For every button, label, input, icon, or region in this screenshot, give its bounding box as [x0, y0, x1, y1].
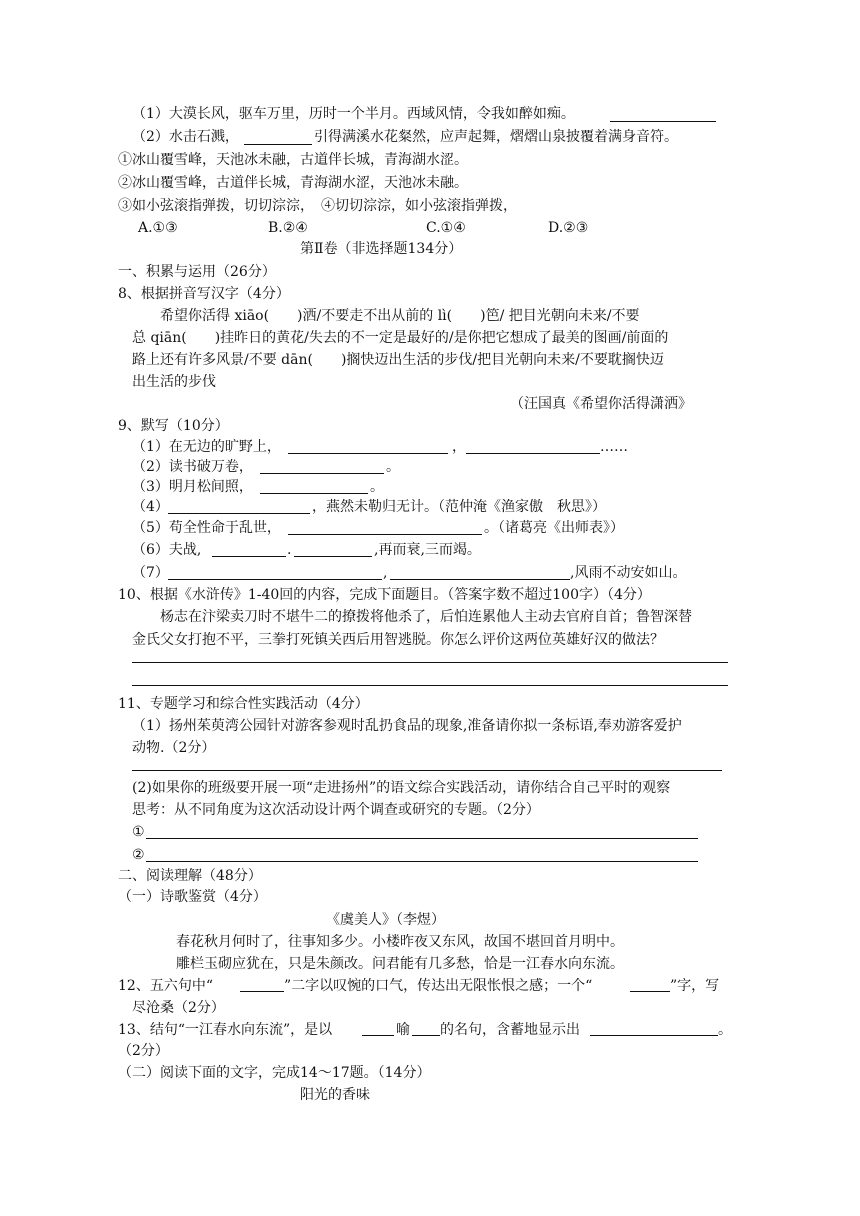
q9-item-2-end: 。 [386, 459, 400, 475]
q9-item-3-end: 。 [370, 479, 384, 495]
answer-blank[interactable] [260, 473, 384, 474]
q9-item-4: （4） [132, 499, 169, 515]
q13-score: （2分） [118, 1043, 169, 1059]
option-2: ②冰山覆雪峰，古道伴长城，青海湖水涩，天池冰未融。 [118, 175, 468, 191]
section-heading: 二、阅读理解（48分） [118, 868, 262, 884]
q9-item-2: （2）读书破万卷， [132, 459, 253, 475]
q9-item-4-end: ，燕然未勒归无计。（范仲淹《渔家傲 秋思》） [312, 499, 606, 515]
q9-item-6: （6）夫战, [132, 542, 202, 558]
answer-blank[interactable] [466, 453, 600, 454]
option-1: ①冰山覆雪峰，天池冰未融，古道伴长城，青海湖水涩。 [118, 152, 468, 168]
q9-item-5: （5）苟全性命于乱世， [132, 520, 281, 536]
reading-title: 阳光的香味 [300, 1087, 370, 1103]
answer-blank[interactable] [146, 861, 698, 862]
option-3-4: ③如小弦滚指弹拨，切切淙淙， ④切切淙淙，如小弦滚指弹拨， [118, 198, 517, 214]
subsection-heading: （二）阅读下面的文字，完成14～17题。（14分） [118, 1065, 431, 1081]
volume-title: 第Ⅱ卷（非选择题134分） [300, 241, 463, 257]
q9-item-7: （7） [132, 565, 169, 581]
poem-line: 春花秋月何时了，往事知多少。小楼昨夜又东风，故国不堪回首月明中。 [176, 934, 624, 950]
q7-line-2: （2）水击石溅， [132, 129, 239, 145]
topic-2-label: ② [132, 847, 145, 863]
q11-part-2-cont: 思考：从不同角度为这次活动设计两个调查或研究的专题。（2分） [132, 802, 540, 818]
q12-text-line-2: 尽沧桑（2分） [132, 1000, 225, 1016]
choice-c[interactable]: C.①④ [426, 220, 466, 236]
answer-blank[interactable] [168, 579, 382, 580]
q8-text: 总 qiān( )挂昨日的黄花/失去的不一定是最好的/是你把它想成了最美的图画/前面的 [132, 330, 669, 346]
q7-line-2-cont: 引得满溪水花粲然，应声起舞，熠熠山泉披覆着满身音符。 [314, 129, 678, 145]
q8-text: 路上还有许多风景/不要 dān( )搁快迈出生活的步伐/把目光朝向未来/不要耽搁快迈 [132, 352, 664, 368]
q9-item-1-end: …… [600, 439, 628, 455]
q8-text: 出生活的步伐 [132, 374, 216, 390]
q11-part-1-cont: 动物.（2分） [132, 740, 216, 756]
q8-source: （汪国真《希望你活得潇洒》 [510, 396, 692, 412]
q12-text: 12、五六句中“ [118, 978, 213, 994]
q8-text: 希望你活得 xiāo( )洒/不要走不出从前的 lì( )笆/ 把目光朝向未来/不要 [160, 308, 640, 324]
q10-text: 杨志在汴梁卖刀时不堪牛二的撩拨将他杀了，后怕连累他人主动去官府自首；鲁智深替 [160, 609, 692, 625]
subsection-heading: （一）诗歌鉴赏（4分） [118, 889, 267, 905]
q12-text-cont: ”二字以叹惋的口气，传达出无限怅恨之感；一个“ [284, 978, 593, 994]
q9-item-5-end: 。（诸葛亮《出师表》） [484, 520, 624, 536]
topic-1-label: ① [132, 824, 145, 840]
q13-text-cont: 喻 [396, 1022, 410, 1038]
q11-heading: 11、专题学习和综合性实践活动（4分） [118, 696, 369, 712]
q9-item-6-sep: . [287, 542, 292, 558]
answer-blank[interactable] [294, 556, 372, 557]
answer-blank[interactable] [288, 453, 448, 454]
q9-item-1-sep: ， [452, 439, 466, 455]
answer-blank[interactable] [146, 838, 698, 839]
poem-line: 雕栏玉砌应犹在，只是朱颜改。问君能有几多愁，恰是一江春水向东流。 [176, 956, 624, 972]
q9-item-6-end: ,再而衰,三而竭。 [374, 542, 481, 558]
poem-title: 《虞美人》（李煜） [326, 912, 445, 928]
answer-blank[interactable] [630, 991, 670, 992]
choice-a[interactable]: A.①③ [138, 220, 178, 236]
q9-item-7-sep: , [383, 565, 388, 581]
q9-heading: 9、默写（10分） [118, 418, 229, 434]
q11-part-2: (2)如果你的班级要开展一项“走进扬州”的语文综合实践活动，请你结合自己平时的观察 [132, 780, 671, 796]
answer-line[interactable] [132, 770, 722, 771]
section-heading: 一、积累与运用（26分） [118, 264, 276, 280]
q11-part-1: （1）扬州茱萸湾公园针对游客参观时乱扔食品的现象,准备请你拟一条标语,奉劝游客爱护 [132, 718, 682, 734]
answer-blank[interactable] [390, 579, 570, 580]
answer-blank[interactable] [260, 493, 368, 494]
q7-line-1: （1）大漠长风，驱车万里，历时一个半月。西域风情，令我如醉如痴。 [132, 106, 575, 122]
q13-text-cont-2: 的名句，含蓄地显示出 [440, 1022, 580, 1038]
answer-blank[interactable] [288, 534, 482, 535]
q10-heading: 10、根据《水浒传》1-40回的内容，完成下面题目。（答案字数不超过100字）（4分） [118, 587, 651, 603]
choice-b[interactable]: B.②④ [268, 220, 308, 236]
answer-blank[interactable] [212, 556, 286, 557]
q9-item-7-end: ,风雨不动安如山。 [570, 565, 687, 581]
answer-blank[interactable] [240, 991, 284, 992]
answer-blank[interactable] [168, 513, 310, 514]
answer-blank[interactable] [362, 1035, 394, 1036]
choice-d[interactable]: D.②③ [548, 220, 589, 236]
q9-item-1: （1）在无边的旷野上， [132, 439, 281, 455]
answer-blank[interactable] [590, 1035, 718, 1036]
q12-text-end: ”字，写 [670, 978, 720, 994]
q10-text: 金氏父女打抱不平，三拳打死镇关西后用智逃脱。你怎么评价这两位英雄好汉的做法？ [132, 632, 664, 648]
q13-text-end: 。 [718, 1022, 732, 1038]
q9-item-3: （3）明月松间照， [132, 479, 253, 495]
q8-heading: 8、根据拼音写汉字（4分） [118, 286, 290, 302]
answer-blank[interactable] [610, 121, 716, 122]
answer-blank[interactable] [412, 1035, 440, 1036]
answer-line[interactable] [132, 662, 728, 663]
answer-line[interactable] [132, 685, 728, 686]
q13-text: 13、结句“一江春水向东流”，是以 [118, 1022, 333, 1038]
answer-blank[interactable] [244, 144, 312, 145]
